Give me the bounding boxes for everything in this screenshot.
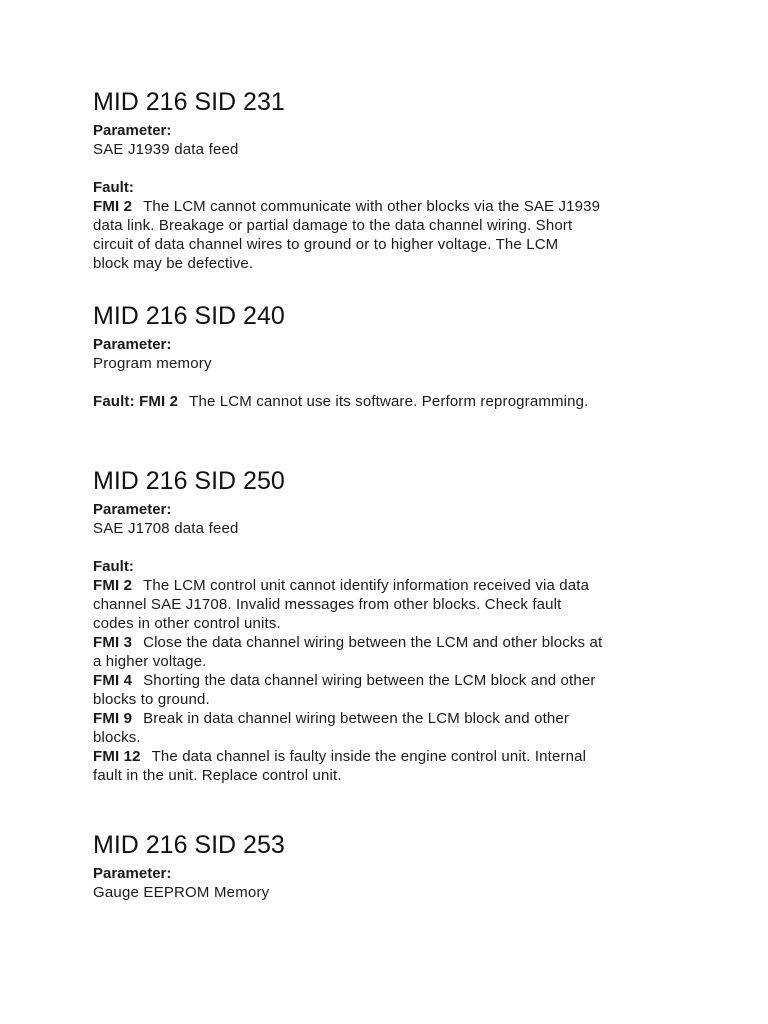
fault-line <box>93 633 693 652</box>
section-title: MID 216 SID 253 <box>93 831 285 859</box>
fault-line <box>93 197 693 216</box>
fault-line: fault in the unit. Replace control unit. <box>93 767 342 784</box>
fault-line: blocks to ground. <box>93 691 210 708</box>
fault-text: The LCM cannot communicate with other blocks via the SAE J1939 <box>143 198 601 215</box>
fault-text: Shorting the data channel wiring between the LCM block and other <box>143 672 596 689</box>
fmi-code: FMI 3 <box>93 634 133 651</box>
fault-line: channel SAE J1708. Invalid messages from other blocks. Check fault <box>93 596 562 613</box>
parameter-value: Program memory <box>93 355 212 372</box>
fault-line <box>93 709 693 728</box>
fault-block <box>93 392 693 411</box>
section-title: MID 216 SID 250 <box>93 467 285 495</box>
section-sid-240 <box>93 301 693 411</box>
fault-line: a higher voltage. <box>93 653 207 670</box>
fmi-code: FMI 2 <box>93 577 133 594</box>
section-sid-231 <box>93 87 693 273</box>
fault-label: Fault: <box>93 558 134 575</box>
fmi-code: FMI 2 <box>93 198 133 215</box>
parameter-value: SAE J1939 data feed <box>93 141 239 158</box>
parameter-label: Parameter: <box>93 865 172 882</box>
fault-line <box>93 671 693 690</box>
section-title: MID 216 SID 231 <box>93 88 285 116</box>
fault-text: Break in data channel wiring between the LCM block and other <box>143 710 570 727</box>
fault-line: blocks. <box>93 729 141 746</box>
fault-line: block may be defective. <box>93 255 254 272</box>
fault-label: Fault: <box>93 179 134 196</box>
fault-line: data link. Breakage or partial damage to the data channel wiring. Short <box>93 217 573 234</box>
fault-text: Close the data channel wiring between the LCM and other blocks at <box>143 634 603 651</box>
fmi-code: FMI 2 <box>139 393 179 410</box>
fmi-code: FMI 4 <box>93 672 133 689</box>
fault-block <box>93 557 693 785</box>
fault-block <box>93 178 693 273</box>
fault-line <box>93 747 693 766</box>
fmi-code: FMI 9 <box>93 710 133 727</box>
fault-line: circuit of data channel wires to ground or to higher voltage. The LCM <box>93 236 559 253</box>
fault-text: The LCM control unit cannot identify information received via data <box>143 577 590 594</box>
parameter-value: SAE J1708 data feed <box>93 520 239 537</box>
fault-text: The LCM cannot use its software. Perform reprogramming. <box>189 393 589 410</box>
parameter-label: Parameter: <box>93 122 172 139</box>
fault-line <box>93 392 693 411</box>
section-sid-250 <box>93 466 693 785</box>
parameter-value: Gauge EEPROM Memory <box>93 884 270 901</box>
fault-text: The data channel is faulty inside the engine control unit. Internal <box>151 748 587 765</box>
fault-line: codes in other control units. <box>93 615 281 632</box>
section-sid-253 <box>93 830 693 902</box>
section-title: MID 216 SID 240 <box>93 302 285 330</box>
fault-label: Fault: <box>93 393 135 410</box>
parameter-label: Parameter: <box>93 501 172 518</box>
parameter-label: Parameter: <box>93 336 172 353</box>
fault-line <box>93 576 693 595</box>
fmi-code: FMI 12 <box>93 748 141 765</box>
